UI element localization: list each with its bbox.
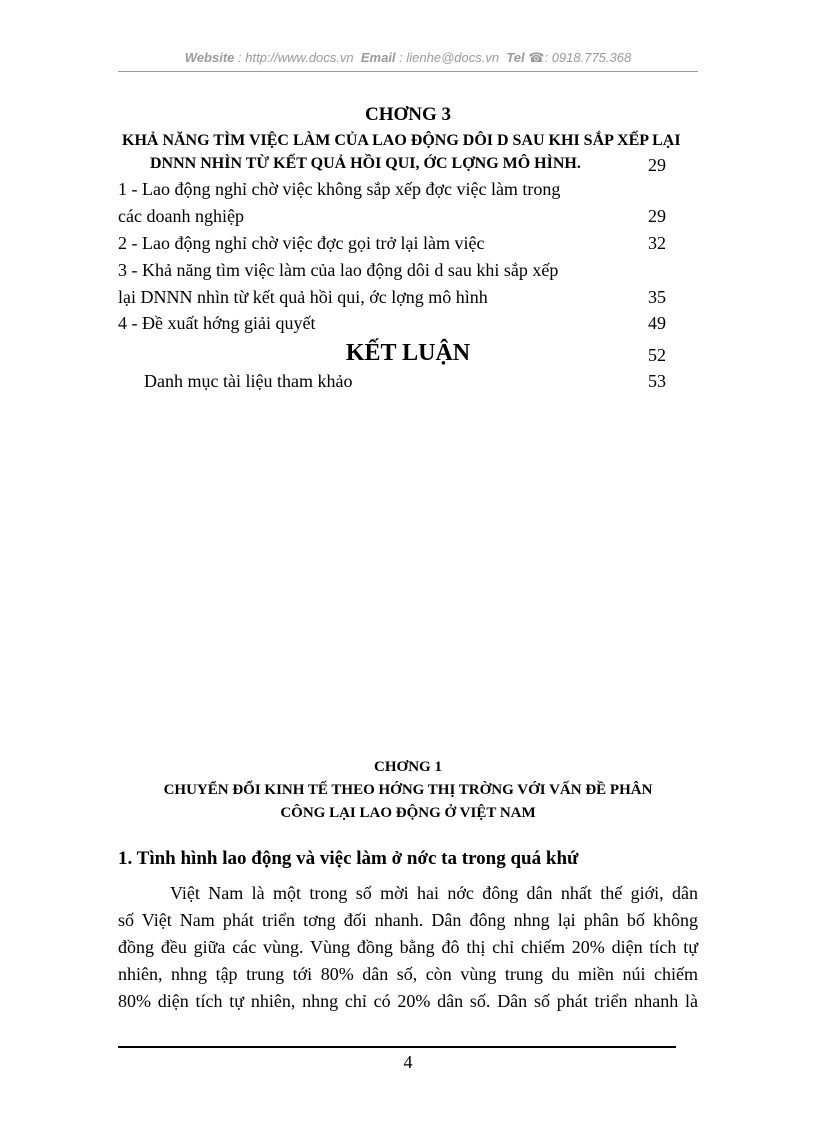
toc-entry-3-line2: lại DNNN nhìn từ kết quả hồi qui, ớc lợng mô hình bbox=[118, 287, 488, 307]
website-label: Website bbox=[184, 50, 235, 65]
chapter-title-line1: CHUYỂN ĐỔI KINH TẾ THEO HỚNG THỊ TRỜNG VỚI VẤN ĐỀ PHÂN bbox=[163, 782, 653, 798]
toc-chapter-page: 29 bbox=[648, 155, 666, 175]
tel-value: : 0918.775.368 bbox=[544, 50, 632, 65]
toc-entry-2-page: 32 bbox=[648, 233, 666, 253]
toc-entry-1-page: 29 bbox=[648, 206, 666, 226]
toc-references: Danh mục tài liệu tham khảo bbox=[144, 371, 353, 391]
toc-chapter-title-line2: DNNN NHÌN TỪ KẾT QUẢ HỒI QUI, ỚC LỢNG MÔ HÌNH. bbox=[150, 155, 581, 172]
paragraph-line: đồng đều giữa các vùng. Vùng đồng bằng đô thị chỉ chiếm 20% diện tích tự bbox=[118, 937, 698, 957]
tel-label: Tel bbox=[506, 50, 525, 65]
toc-chapter-heading: CHƠNG 3 bbox=[364, 104, 452, 125]
toc-entry-4-page: 49 bbox=[648, 313, 666, 333]
chapter-title-line2: CÔNG LẠI LAO ĐỘNG Ở VIỆT NAM bbox=[280, 805, 536, 821]
toc-conclusion-page: 52 bbox=[648, 345, 666, 365]
toc-entry-2-line1: 2 - Lao động nghỉ chờ việc đợc gọi trở lại làm việc bbox=[118, 233, 485, 253]
toc-entry-4-line1: 4 - Đề xuất hớng giải quyết bbox=[118, 313, 316, 333]
toc-conclusion: KẾT LUẬN bbox=[345, 340, 471, 366]
website-value: : http://www.docs.vn bbox=[238, 50, 354, 65]
toc-chapter-title-line1: KHẢ NĂNG TÌM VIỆC LÀM CỦA LAO ĐỘNG DÔI D SAU KHI SẮP XẾP LẠI bbox=[122, 132, 681, 149]
phone-icon: ☎ bbox=[528, 50, 545, 65]
page-header bbox=[118, 50, 698, 66]
toc-entry-1-line2: các doanh nghiệp bbox=[118, 206, 244, 226]
footer-divider bbox=[118, 1046, 676, 1048]
page-number: 4 bbox=[403, 1052, 413, 1072]
paragraph-line: số Việt Nam phát triển tơng đối nhanh. Dân đông nhng lại phân bố không bbox=[118, 910, 698, 930]
paragraph-line: 80% diện tích tự nhiên, nhng chỉ có 20% dân số. Dân số phát triển nhanh là bbox=[118, 991, 698, 1011]
paragraph-line: nhiên, nhng tập trung tới 80% dân số, còn vùng trung du miền núi chiếm bbox=[118, 964, 698, 984]
toc-entry-1-line1: 1 - Lao động nghỉ chờ việc không sắp xếp đợc việc làm trong bbox=[118, 179, 561, 199]
email-value: : lienhe@docs.vn bbox=[399, 50, 500, 65]
email-label: Email bbox=[360, 50, 396, 65]
toc-entry-3-line1: 3 - Khả năng tìm việc làm của lao động dôi d sau khi sắp xếp bbox=[118, 260, 559, 280]
section-title: 1. Tình hình lao động và việc làm ở nớc ta trong quá khứ bbox=[118, 848, 579, 869]
header-divider bbox=[118, 71, 698, 72]
paragraph-line: Việt Nam là một trong số mời hai nớc đông dân nhất thế giới, dân bbox=[170, 883, 698, 903]
toc-entry-3-page: 35 bbox=[648, 287, 666, 307]
body-paragraph bbox=[118, 880, 698, 1015]
chapter-heading: CHƠNG 1 bbox=[374, 759, 442, 775]
toc-references-page: 53 bbox=[648, 371, 666, 391]
